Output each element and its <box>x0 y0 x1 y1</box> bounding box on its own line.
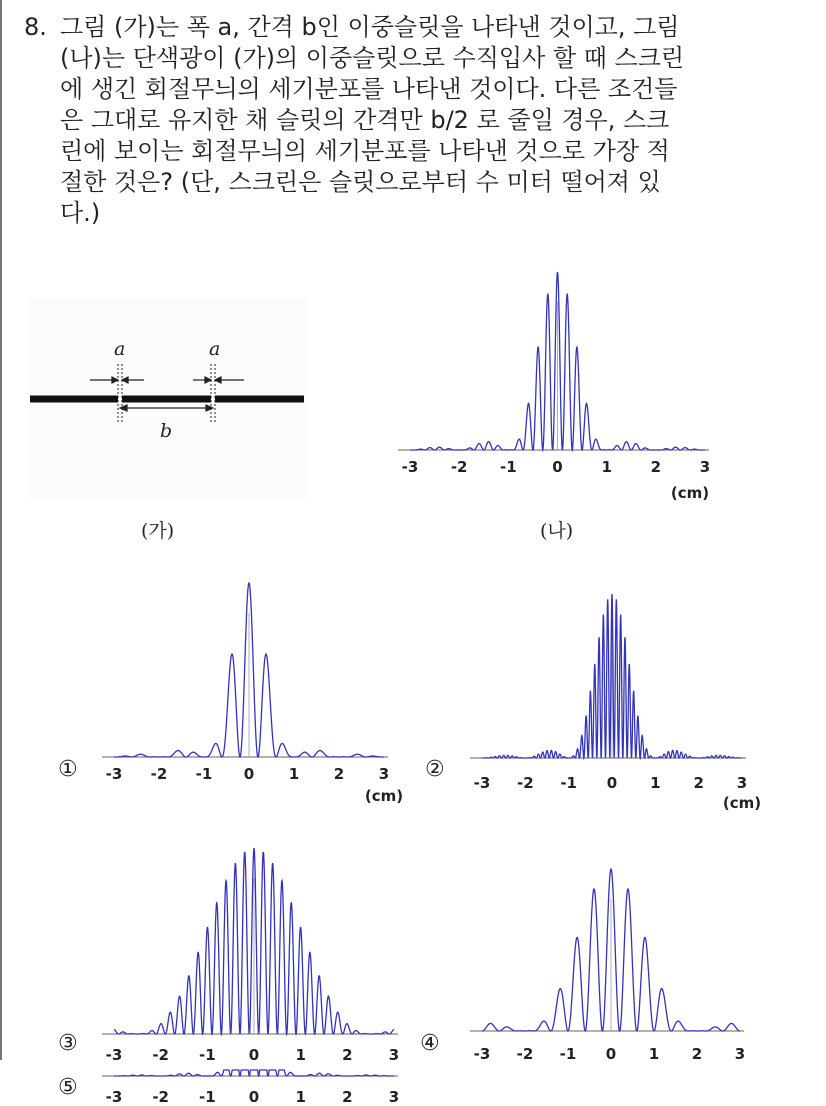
question-line: (나)는 단색광이 (가)의 이중슬릿으로 수직입사 할 때 스크린 <box>60 44 685 72</box>
intensity-chart-na <box>390 262 735 502</box>
tick-label: -1 <box>195 765 213 783</box>
tick-label: 0 <box>552 458 563 476</box>
axis-unit-label: (cm) <box>722 794 762 812</box>
question-text <box>24 12 764 229</box>
choice-5-chart[interactable] <box>94 1060 414 1106</box>
tick-label: -1 <box>198 1046 216 1064</box>
choice-4-chart[interactable] <box>460 855 760 1067</box>
tick-label: 3 <box>736 774 748 792</box>
tick-label: 2 <box>342 1046 353 1064</box>
slit-width-label: a <box>114 338 126 360</box>
left-border <box>0 0 2 1060</box>
tick-label: -1 <box>559 1045 577 1063</box>
tick-label: 0 <box>605 1045 617 1063</box>
question-line: 에 생긴 회절무늬의 세기분포를 나타낸 것이다. 다른 조건들 <box>60 75 678 103</box>
tick-label: -1 <box>560 774 578 792</box>
tick-label: 0 <box>248 1088 260 1106</box>
slit-spacing-label: b <box>160 420 173 442</box>
choice-5-number[interactable]: ⑤ <box>58 1075 78 1100</box>
tick-label: 1 <box>648 1045 660 1063</box>
tick-label: 1 <box>650 774 661 792</box>
tick-label: 0 <box>606 774 618 792</box>
tick-label: 3 <box>699 458 711 476</box>
tick-label: -1 <box>499 458 517 476</box>
intensity-curve <box>114 1070 394 1076</box>
choice-2-chart[interactable] <box>460 580 800 814</box>
choice-3-chart[interactable] <box>94 840 414 1070</box>
question-line: 그림 (가)는 폭 a, 간격 b인 이중슬릿을 나타낸 것이고, 그림 <box>60 13 680 41</box>
tick-label: 1 <box>601 458 612 476</box>
choice-2-number[interactable]: ② <box>425 757 445 782</box>
tick-label: 2 <box>693 774 704 792</box>
tick-label: 3 <box>388 1046 400 1064</box>
question-line: 린에 보이는 회절무늬의 세기분포를 나타낸 것으로 가장 적 <box>60 137 670 165</box>
tick-label: 1 <box>295 1046 306 1064</box>
tick-label: 2 <box>650 458 662 476</box>
tick-label: 0 <box>243 765 255 783</box>
tick-label: -3 <box>401 458 419 476</box>
tick-label: -2 <box>152 1088 170 1106</box>
tick-label: 2 <box>333 765 345 783</box>
question-line: 다.) <box>60 199 101 227</box>
tick-label: -2 <box>450 458 468 476</box>
tick-label: -3 <box>105 1088 123 1106</box>
double-slit-diagram <box>28 298 308 500</box>
slit-width-label-2: a <box>209 338 221 360</box>
tick-label: -3 <box>105 1046 123 1064</box>
tick-label: -2 <box>152 1046 170 1064</box>
tick-label: 1 <box>288 765 300 783</box>
tick-label: 3 <box>734 1045 746 1063</box>
tick-label: -2 <box>150 765 168 783</box>
axis-unit-label: (cm) <box>670 484 710 502</box>
question-number: 8. <box>24 13 47 41</box>
tick-label: 3 <box>378 765 390 783</box>
tick-label: 2 <box>342 1088 353 1106</box>
tick-label: 1 <box>295 1088 306 1106</box>
axis-unit-label: (cm) <box>364 787 404 805</box>
tick-label: -3 <box>473 774 491 792</box>
tick-label: 0 <box>248 1046 260 1064</box>
question-line: 절한 것은? (단, 스크린은 슬릿으로부터 수 미터 떨어져 있 <box>60 168 661 196</box>
tick-label: -3 <box>105 765 123 783</box>
choice-3-number[interactable]: ③ <box>58 1031 78 1056</box>
tick-label: -3 <box>473 1045 491 1063</box>
choice-1-chart[interactable] <box>94 575 414 805</box>
figure-caption-na: (나) <box>540 520 574 542</box>
tick-label: -2 <box>516 774 534 792</box>
choice-1-number[interactable]: ① <box>58 757 78 782</box>
tick-label: -2 <box>516 1045 534 1063</box>
figure-caption-ga: (가) <box>141 520 175 542</box>
question-line: 은 그대로 유지한 채 슬릿의 간격만 b/2 로 줄일 경우, 스크 <box>60 106 670 134</box>
choice-4-number[interactable]: ④ <box>420 1031 440 1056</box>
tick-label: -1 <box>198 1088 216 1106</box>
tick-label: 2 <box>691 1045 703 1063</box>
tick-label: 3 <box>388 1088 400 1106</box>
